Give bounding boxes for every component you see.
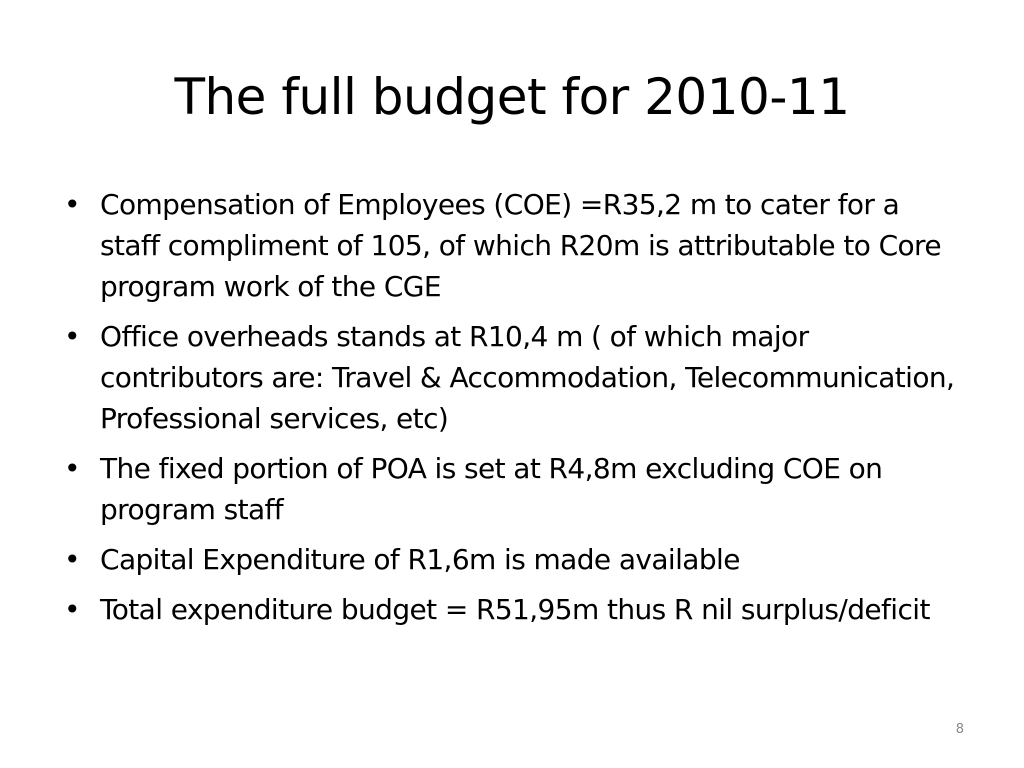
bullet-dot-icon: • <box>64 543 80 576</box>
page-number: 8 <box>955 722 964 737</box>
bullet-dot-icon: • <box>64 320 80 353</box>
bullet-text: Capital Expenditure of R1,6m is made available <box>100 543 740 576</box>
bullet-text: Compensation of Employees (COE) =R35,2 m to cater for a staff compliment of 105, of which R20m is attributable to Core program work of the CGE <box>100 188 941 303</box>
slide-title: The full budget for 2010-11 <box>174 68 850 126</box>
bullet-item-coe <box>60 184 960 307</box>
bullet-item-total <box>60 589 960 630</box>
bullet-dot-icon: • <box>64 452 80 485</box>
bullet-item-overheads <box>60 316 960 439</box>
bullet-text: Office overheads stands at R10,4 m ( of which major contributors are: Travel & Accommodation, Telecommunication, Professional services, etc) <box>100 320 955 435</box>
bullet-text: Total expenditure budget = R51,95m thus R nil surplus/deficit <box>100 593 930 626</box>
bullet-text: The fixed portion of POA is set at R4,8m excluding COE on program staff <box>100 452 883 526</box>
bullet-list <box>60 184 960 639</box>
bullet-dot-icon: • <box>64 593 80 626</box>
bullet-item-poa <box>60 448 960 530</box>
bullet-item-capex <box>60 539 960 580</box>
bullet-dot-icon: • <box>64 188 80 221</box>
